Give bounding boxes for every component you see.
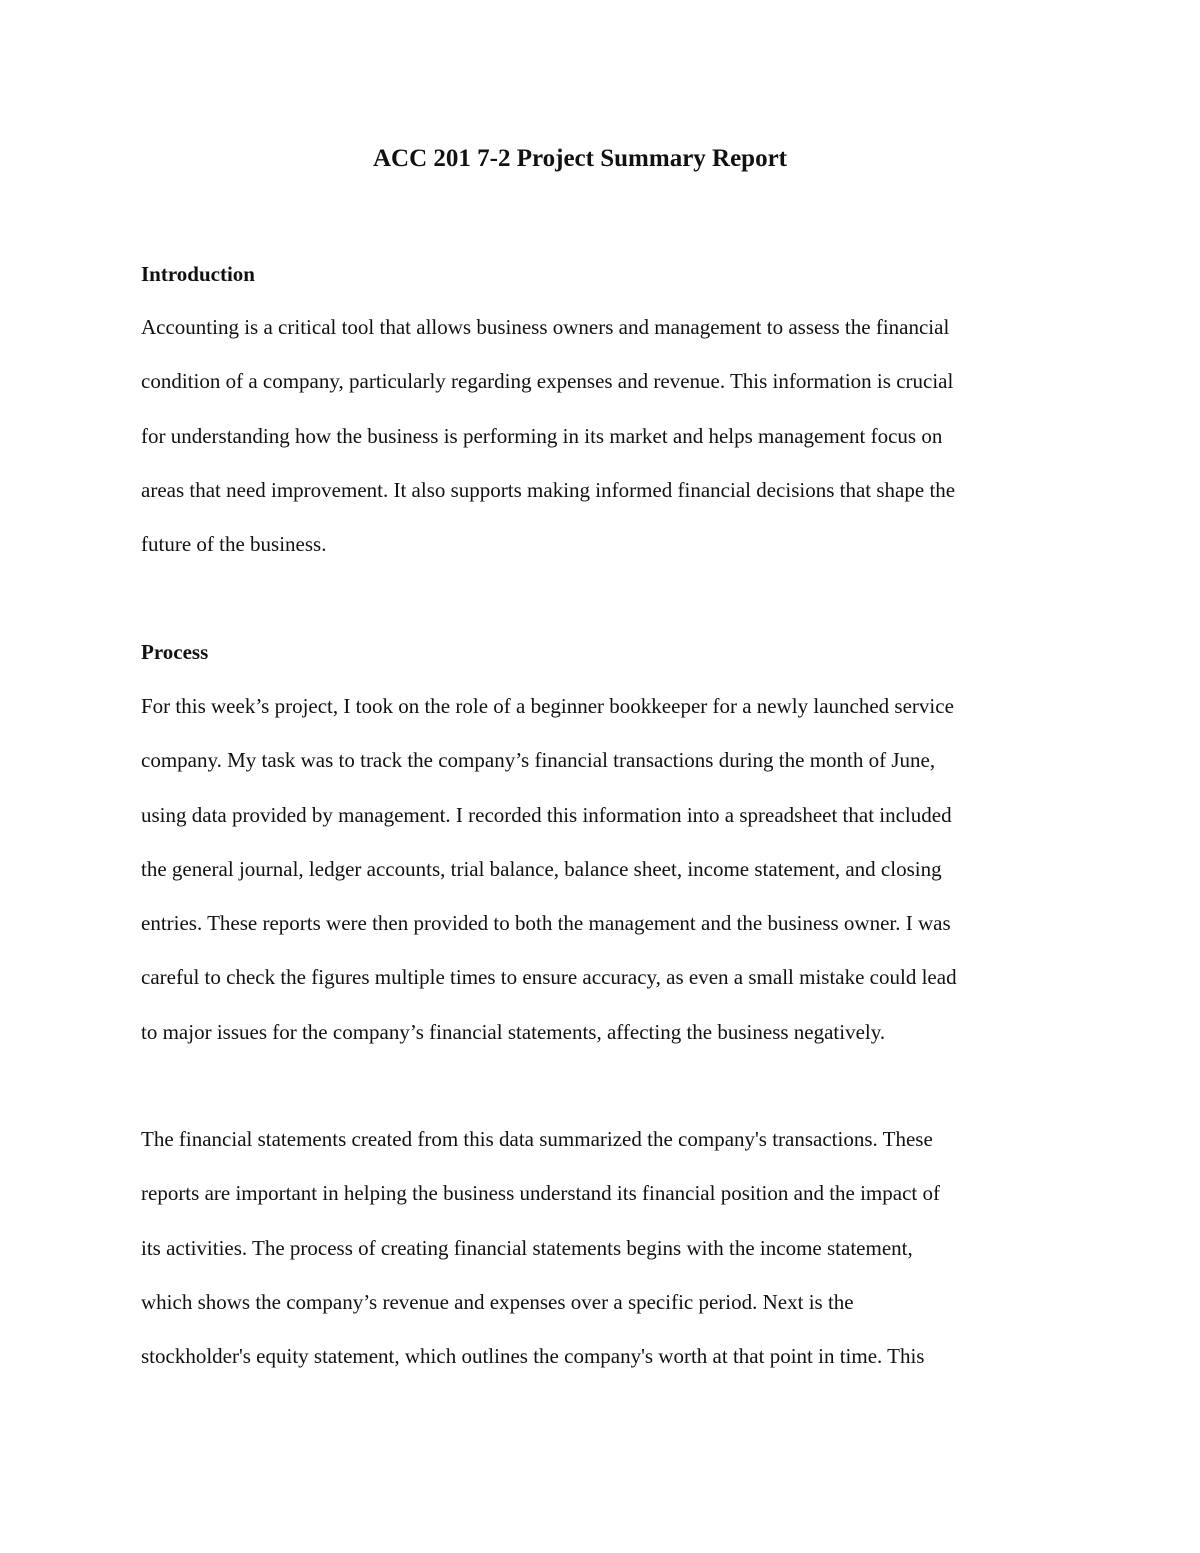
paragraph-line: The financial statements created from this data summarized the company's transactions. These	[141, 1127, 933, 1151]
introduction-paragraph	[141, 313, 1061, 584]
paragraph-line: careful to check the figures multiple times to ensure accuracy, as even a small mistake could lead	[141, 965, 957, 990]
paragraph-line: Accounting is a critical tool that allows business owners and management to assess the financial	[141, 315, 950, 339]
paragraph-line: future of the business.	[141, 532, 327, 557]
section-heading-introduction: Introduction	[141, 262, 255, 286]
paragraph-line: condition of a company, particularly regarding expenses and revenue. This information is crucial	[141, 369, 954, 394]
paragraph-line: reports are important in helping the business understand its financial position and the impact of	[141, 1181, 940, 1206]
paragraph-line: For this week’s project, I took on the role of a beginner bookkeeper for a newly launched service	[141, 694, 954, 718]
paragraph-line: areas that need improvement. It also supports making informed financial decisions that shape the	[141, 477, 956, 502]
paragraph-line: its activities. The process of creating financial statements begins with the income statement,	[141, 1235, 913, 1260]
paragraph-line: for understanding how the business is performing in its market and helps management focus on	[141, 423, 943, 448]
paragraph-line: using data provided by management. I recorded this information into a spreadsheet that included	[141, 802, 952, 827]
paragraph-line: stockholder's equity statement, which outlines the company's worth at that point in time. This	[141, 1344, 925, 1369]
paragraph-line: which shows the company’s revenue and expenses over a specific period. Next is the	[141, 1289, 854, 1314]
paragraph-line: company. My task was to track the company’s financial transactions during the month of June,	[141, 748, 936, 773]
paragraph-line: entries. These reports were then provided to both the management and the business owner. I was	[141, 911, 951, 936]
section-heading-process: Process	[141, 640, 209, 664]
paragraph-line: the general journal, ledger accounts, trial balance, balance sheet, income statement, and closing	[141, 856, 942, 881]
process-paragraph-1	[141, 692, 1061, 1072]
document-title: ACC 201 7-2 Project Summary Report	[372, 145, 788, 172]
paragraph-line: to major issues for the company’s financial statements, affecting the business negatively.	[141, 1019, 886, 1044]
process-paragraph-2	[141, 1125, 1061, 1396]
